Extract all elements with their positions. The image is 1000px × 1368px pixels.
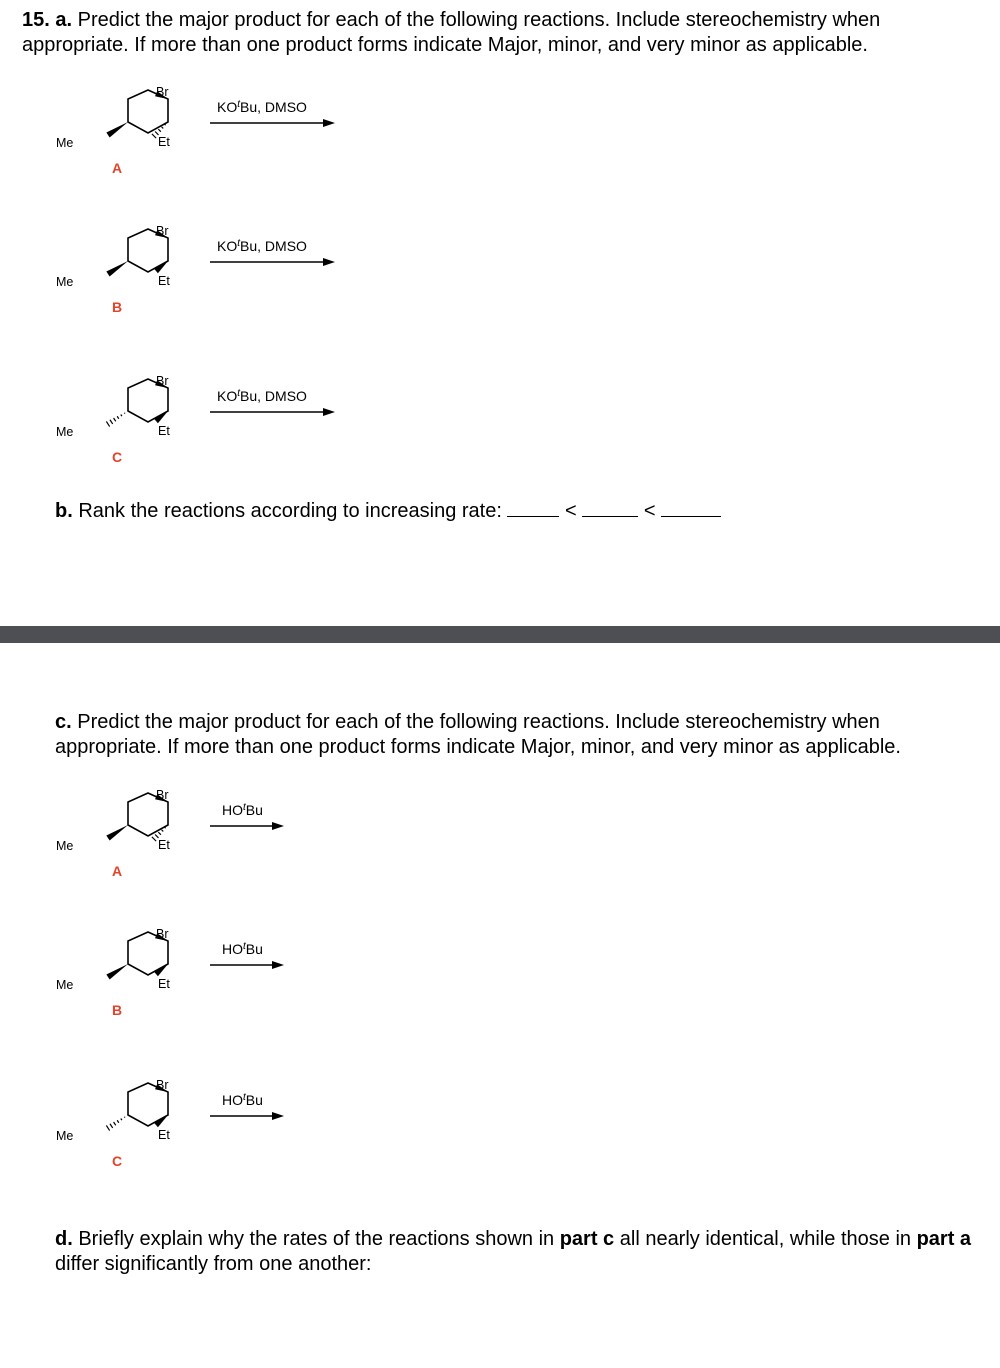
compound-label: A	[112, 160, 123, 176]
et-label: Et	[158, 838, 170, 852]
me-label: Me	[56, 425, 74, 439]
me-wedge-bond	[106, 825, 128, 841]
me-label: Me	[56, 978, 74, 992]
reagent-label: $KO^tBu$, DMSO	[217, 98, 307, 115]
br-label: Br	[156, 85, 169, 99]
et-label: Et	[158, 135, 170, 149]
question-d	[55, 1227, 985, 1277]
me-wedge-bond	[106, 964, 128, 980]
compound-label: C	[112, 449, 123, 465]
part-d-text-1: Briefly explain why the rates of the reactions shown in	[78, 1228, 555, 1250]
question-15a	[22, 8, 982, 58]
part-d-text-2: all nearly identical, while those in	[619, 1228, 912, 1250]
reaction-a-A	[50, 80, 370, 190]
arrow-head	[323, 408, 335, 416]
reagent-label: $HO^tBu$	[222, 801, 263, 818]
question-number: 15.	[22, 9, 50, 31]
me-wedge-bond	[106, 122, 128, 138]
rank-separator-2: <	[643, 500, 656, 522]
reaction-c-B	[50, 922, 370, 1032]
arrow-head	[272, 1112, 284, 1120]
reagent-label: $HO^tBu$	[222, 1091, 263, 1108]
part-d-bold-1: part c	[559, 1228, 615, 1250]
me-label: Me	[56, 839, 74, 853]
et-label: Et	[158, 977, 170, 991]
compound-label: B	[112, 1002, 123, 1018]
me-wedge-bond	[106, 261, 128, 277]
arrow-head	[272, 822, 284, 830]
arrow-head	[323, 258, 335, 266]
part-a-letter: a.	[55, 9, 73, 31]
part-d-text-3: differ significantly from one another:	[55, 1253, 372, 1275]
reagent-label: $KO^tBu$, DMSO	[217, 237, 307, 254]
question-b	[55, 498, 995, 524]
arrow-head	[272, 961, 284, 969]
et-label: Et	[158, 424, 170, 438]
rank-blank-1[interactable]	[507, 498, 559, 517]
br-label: Br	[156, 1078, 169, 1092]
me-hash-bond	[106, 413, 125, 427]
part-d-letter: d.	[55, 1228, 73, 1250]
reaction-a-B	[50, 219, 370, 329]
arrow-head	[323, 119, 335, 127]
compound-label: A	[112, 863, 123, 879]
question-c	[55, 710, 985, 760]
part-c-letter: c.	[55, 711, 72, 733]
reaction-c-C	[50, 1073, 370, 1183]
br-label: Br	[156, 224, 169, 238]
reagent-label: $KO^tBu$, DMSO	[217, 387, 307, 404]
part-c-text: Predict the major product for each of the following reactions. Include stereochemistry when appropriate. If more than one product forms indicate Major, minor, and very minor as applicable.	[55, 711, 901, 758]
me-hash-bond	[106, 1117, 125, 1131]
section-divider	[0, 626, 1000, 643]
part-d-bold-2: part a	[916, 1228, 972, 1250]
et-label: Et	[158, 1128, 170, 1142]
rank-separator-1: <	[565, 500, 577, 522]
et-label: Et	[158, 274, 170, 288]
compound-label: B	[112, 299, 123, 315]
me-label: Me	[56, 136, 74, 150]
reaction-a-C	[50, 369, 370, 479]
br-label: Br	[156, 788, 169, 802]
part-b-text: Rank the reactions according to increasing rate:	[78, 500, 502, 522]
reaction-c-A	[50, 783, 370, 893]
compound-label: C	[112, 1153, 123, 1169]
rank-blank-3[interactable]	[661, 498, 721, 517]
br-label: Br	[156, 927, 169, 941]
rank-blank-2[interactable]	[582, 498, 638, 517]
me-label: Me	[56, 1129, 74, 1143]
part-b-letter: b.	[55, 500, 73, 522]
me-label: Me	[56, 275, 74, 289]
reagent-label: $HO^tBu$	[222, 940, 263, 957]
part-a-text: Predict the major product for each of the following reactions. Include stereochemistry when appropriate. If more than one product forms indicate Major, minor, and very minor as applicable.	[22, 9, 881, 56]
br-label: Br	[156, 374, 169, 388]
